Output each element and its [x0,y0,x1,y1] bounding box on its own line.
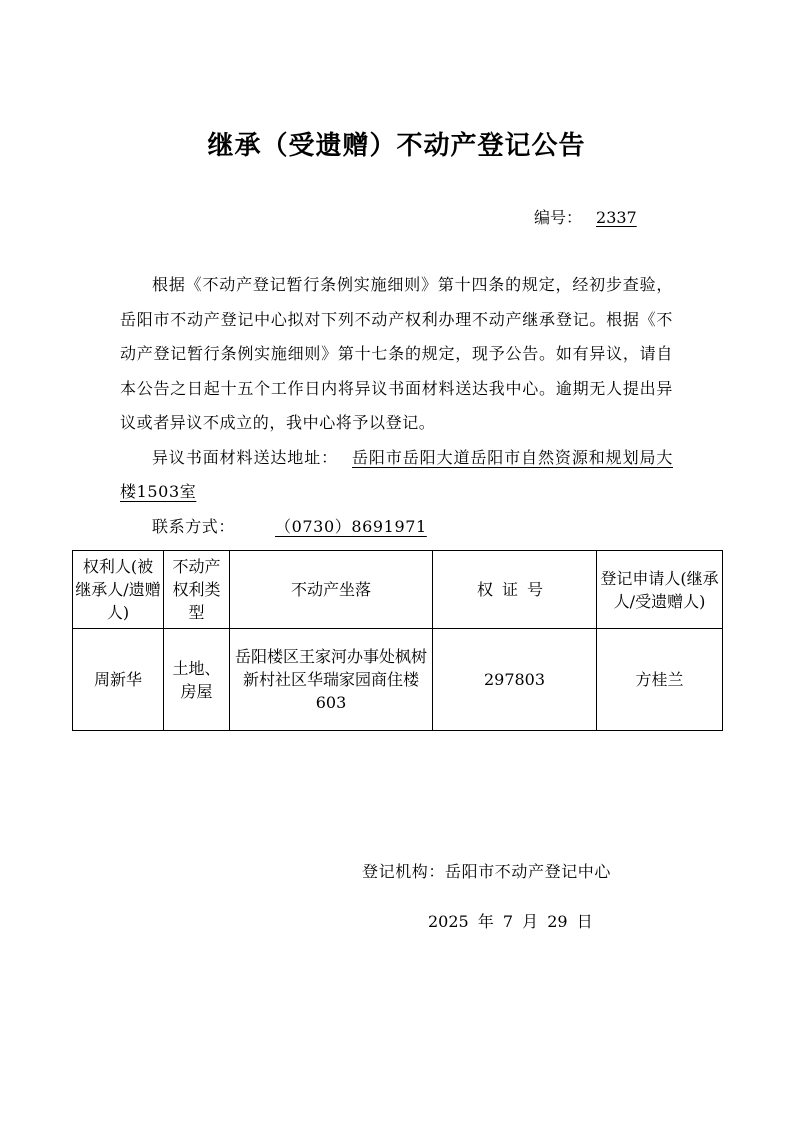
notice-paragraph: 根据《不动产登记暂行条例实施细则》第十四条的规定，经初步查验，岳阳市不动产登记中心拟对下列不动产权利办理不动产继承登记。根据《不动产登记暂行条例实施细则》第十七条的规定，现予公告。如有异议，请自本公告之日起十五个工作日内将异议书面材料送达我中心。逾期无人提出异议或者异议不成立的，我中心将予以登记。 [120,275,673,432]
cell-applicant: 方桂兰 [597,629,723,731]
document-number-value: 2337 [596,208,637,227]
objection-address-value: 岳阳市岳阳大道岳阳市自然资源和规划局大楼1503室 [120,447,673,501]
header-location: 不动产坐落 [230,551,433,629]
contact-info [120,510,673,545]
notice-body [120,268,673,544]
table-row [73,629,723,731]
table-header-row [73,551,723,629]
header-applicant: 登记申请人(继承人/受遗赠人) [597,551,723,629]
cell-right-type: 土地、房屋 [164,629,230,731]
cell-owner: 周新华 [73,629,164,731]
header-cert-no: 权证号 [433,551,597,629]
document-number-label: 编号： [534,208,583,227]
page-title: 继承（受遗赠）不动产登记公告 [207,131,586,161]
objection-address [120,441,673,510]
document-number [534,206,637,230]
registration-organization: 登记机构：岳阳市不动产登记中心 [362,862,612,881]
cell-cert-no: 297803 [433,629,597,731]
registration-table [72,550,723,731]
objection-address-label: 异议书面材料送达地址： [152,447,339,467]
header-right-type: 不动产权利类型 [164,551,230,629]
header-owner: 权利人(被继承人/遗赠人) [73,551,164,629]
notice-date: 2025 年 7 月 29 日 [428,912,593,931]
cell-location: 岳阳楼区王家河办事处枫树新村社区华瑞家园商住楼603 [230,629,433,731]
contact-value: （0730）8691971 [275,516,427,536]
contact-label: 联系方式： [152,516,236,536]
